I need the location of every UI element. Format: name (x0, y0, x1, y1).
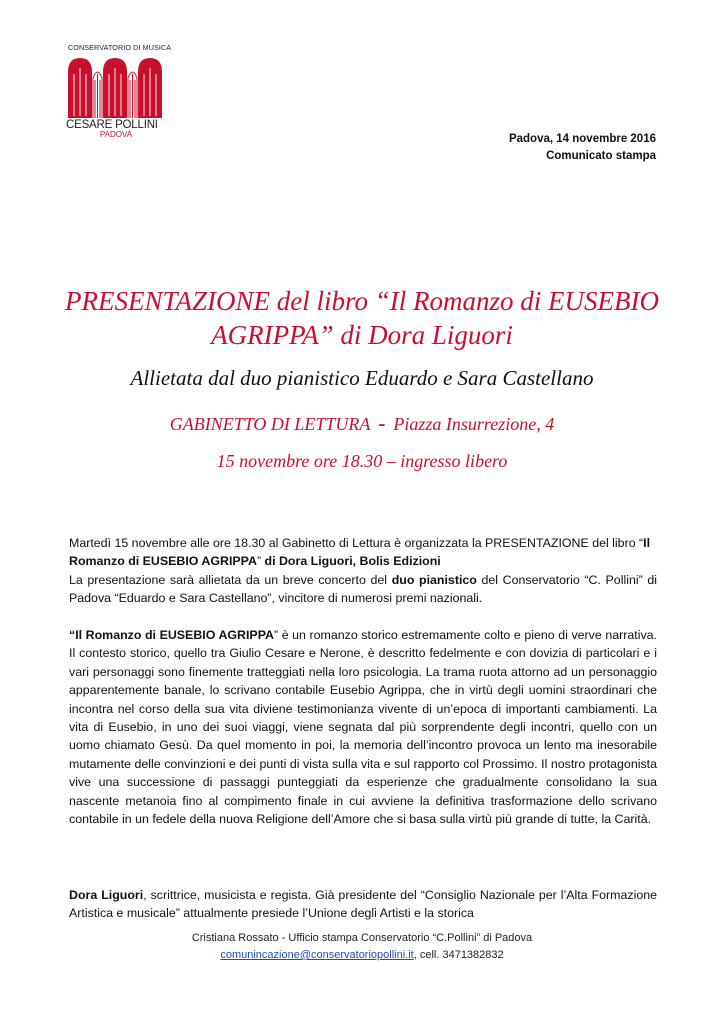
intro-text-c: ” (256, 554, 265, 569)
document-meta (509, 131, 656, 165)
organ-pipes-logo-icon (66, 54, 166, 118)
intro-text-e: La presentazione sarà allietata da un breve concerto del (69, 572, 392, 587)
intro-text-g: del Conservatorio “C. Pollini” di Padova “Eduardo e Sara Castellano”, vincitore di numerosi premi nazionali. (69, 572, 657, 606)
footer-contact-line-2 (0, 947, 724, 964)
author-bio-text: , scrittrice, musicista e regista. Già presidente del “Consiglio Nazionale per l’Alta Formazione Artistica e musicale” attualmente presiede l’Unione degli Artisti e la storica (69, 888, 657, 921)
venue-name: GABINETTO DI LETTURA (169, 414, 371, 434)
footer-phone: , cell. 3471382832 (413, 949, 504, 961)
venue-address: Piazza Insurrezione, 4 (393, 414, 555, 434)
document-type: Comunicato stampa (546, 150, 656, 162)
title-line-2: AGRIPPA” di Dora Liguori (211, 320, 513, 350)
logo-city: PADOVA (99, 130, 133, 139)
logo-name: CESARE POLLINI (66, 119, 158, 131)
venue-line (60, 411, 664, 436)
intro-text-a: Martedì 15 novembre alle ore 18.30 al Gabinetto di Lettura è organizzata la PRESENTAZIONE del libro “ (69, 536, 644, 550)
author-paragraph (69, 886, 657, 923)
author-name: Dora Liguori (69, 888, 144, 902)
event-datetime: 15 novembre ore 18.30 – ingresso libero (216, 451, 508, 471)
duo-bold: duo pianistico (391, 572, 477, 587)
conservatorio-logo (66, 43, 170, 139)
book-description-paragraph (69, 626, 657, 828)
author-publisher-bold: di Dora Liguori, Bolis Edizioni (264, 554, 441, 569)
email-link[interactable]: comunincazione@conservatoriopollini.it (220, 949, 414, 961)
page-footer (0, 930, 724, 964)
book-title-bold: Il Romanzo di EUSEBIO AGRIPPA (69, 536, 651, 569)
book-title-lead: “Il Romanzo di EUSEBIO AGRIPPA (69, 628, 274, 642)
intro-paragraph (69, 534, 657, 608)
page-title (60, 284, 664, 352)
book-description-text: ” è un romanzo storico estremamente colto e pieno di verve narrativa. Il contesto storico, quello tra Giulio Cesare e Nerone, è descritto fedelmente e con dovizia di particolari e i vari personaggi sono finemente tratteggiati nella loro psicologia. La trama ruota attorno ad un personaggio apparentemente banale, lo scrivano contabile Eusebio Agrippa, che in virtù degli uomini straordinari che incontra nel corso della sua vita diviene testimonianza vivente di un’epoca di importanti cambiamenti. La vita di Eusebio, in uno dei suoi viaggi, viene segnata dal più sorprendente degli incontri, quello con un uomo chiamato Gesù. Da quel momento in poi, la memoria dell’incontro provoca un lento ma inesorabile mutamente delle convinzioni e dei punti di vista sulla vita e sul rapporto col Prossimo. Il nostro protagonista vive una successione di passaggi punteggiati da esperienze che gradualmente consolidano la sua nascente metanoia fino al compimento finale in cui avviene la definitiva trasformazione dello scrivano contabile in un fedele della nuova Religione dell’Amore che si basa sulla virtù più grande di tutte, la Carità. (69, 628, 657, 827)
footer-contact: Cristiana Rossato - Ufficio stampa Conservatorio “C.Pollini” di Padova (191, 932, 533, 944)
subtitle: Allietata dal duo pianistico Eduardo e Sara Castellano (130, 366, 594, 390)
title-line-1: PRESENTAZIONE del libro “Il Romanzo di EUSEBIO (65, 286, 659, 316)
place-date: Padova, 14 novembre 2016 (508, 133, 656, 145)
venue-separator: - (378, 411, 386, 435)
logo-top-text: CONSERVATORIO DI MUSICA (68, 43, 172, 52)
